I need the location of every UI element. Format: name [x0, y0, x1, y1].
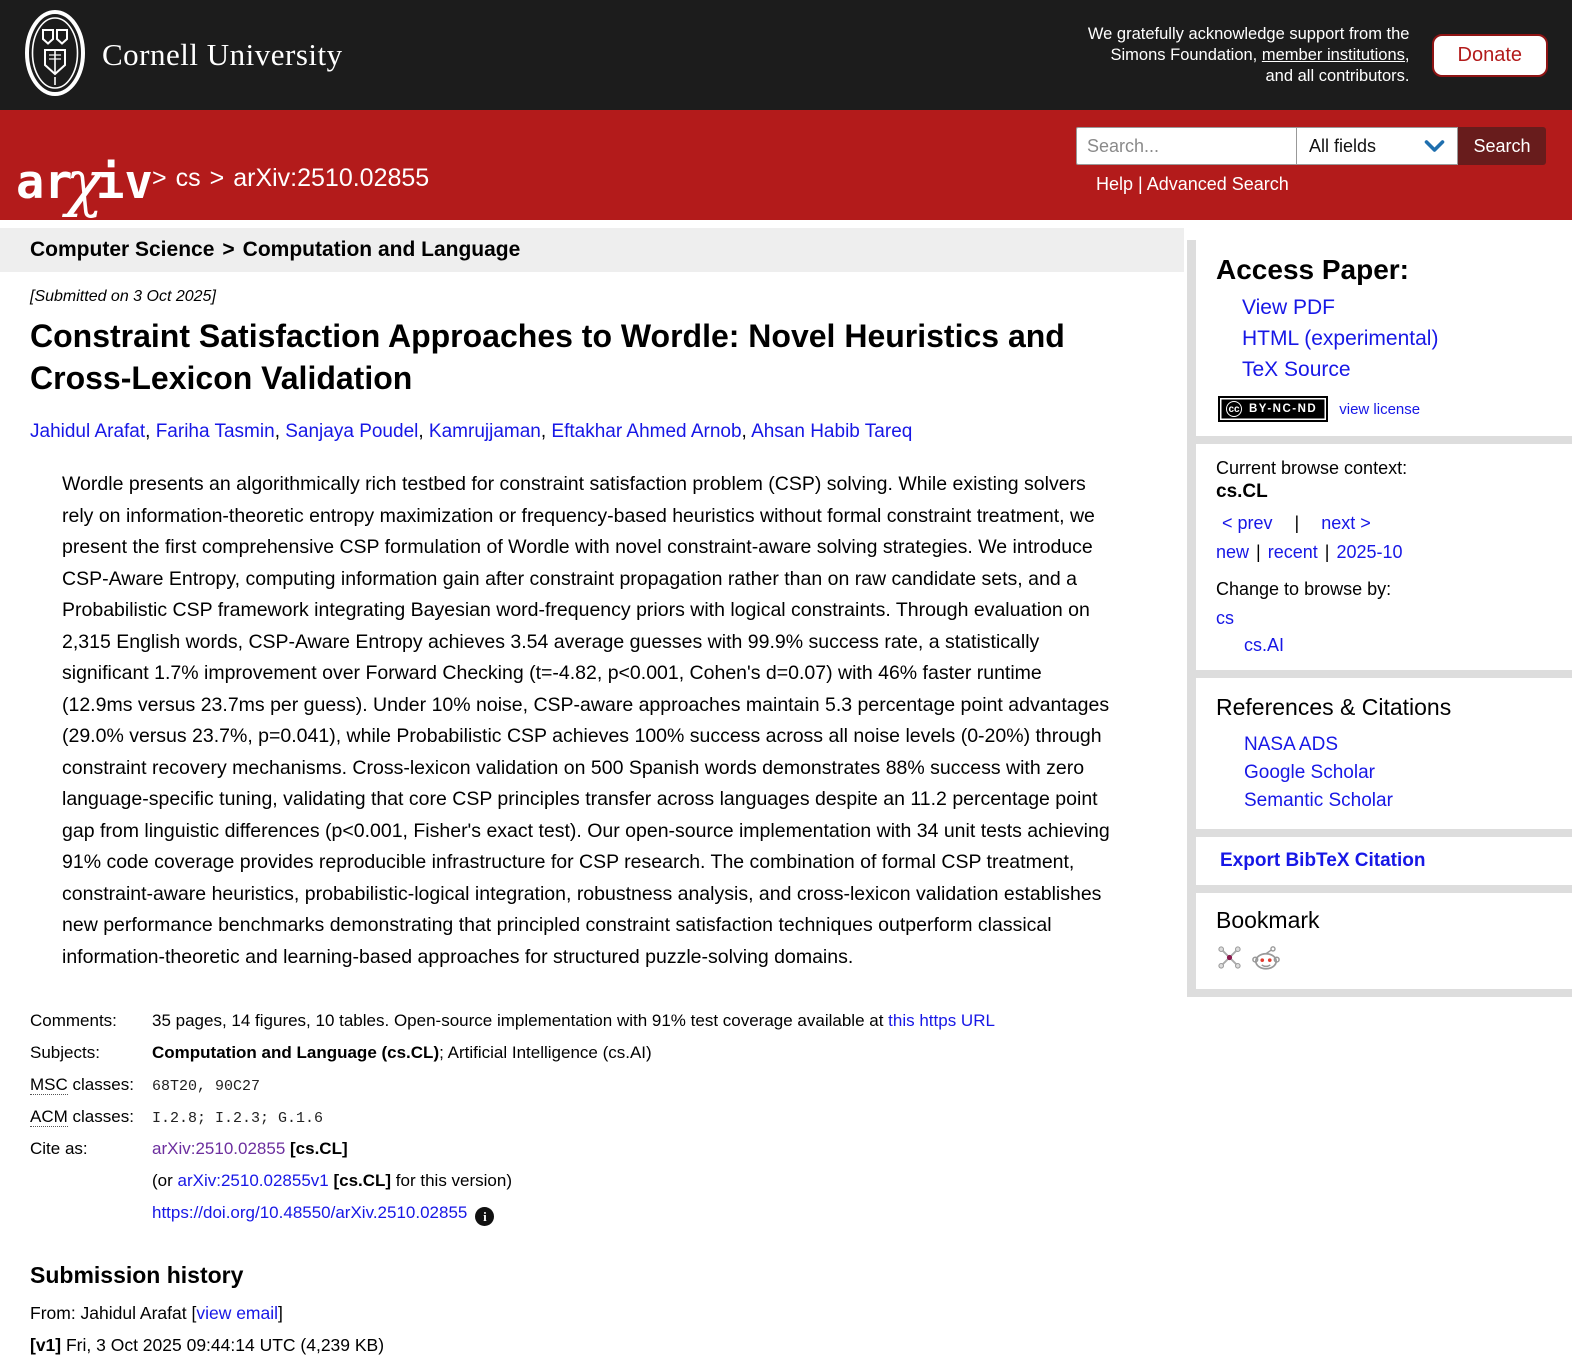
browse-cs-ai-link[interactable]: cs.AI: [1244, 635, 1285, 655]
semantic-scholar-link[interactable]: Semantic Scholar: [1244, 790, 1393, 811]
google-scholar-link[interactable]: Google Scholar: [1244, 762, 1375, 783]
header-breadcrumb: [152, 164, 429, 193]
bookmark-heading: Bookmark: [1216, 907, 1320, 933]
subject-separator: >: [222, 238, 235, 261]
info-icon[interactable]: i: [475, 1207, 494, 1226]
subjects-row: [30, 1043, 1160, 1063]
cite-as-label: Cite as:: [30, 1139, 88, 1158]
acm-value: I.2.8; I.2.3; G.1.6: [152, 1110, 324, 1127]
author-link[interactable]: Fariha Tasmin: [155, 421, 275, 442]
author-link[interactable]: Eftakhar Ahmed Arnob: [551, 421, 742, 442]
version-text: Fri, 3 Oct 2025 09:44:14 UTC (4,239 KB): [61, 1335, 385, 1355]
abstract-text: Wordle presents an algorithmically rich testbed for constraint satisfaction problem (CSP) solving. While existing solvers rely on information-theoretic entropy maximization or frequency-based heuristics without formal constraint treatment, we present the first comprehensive CSP formulation of Wordle with novel constraint-aware solving strategies. We introduce CSP-Aware Entropy, computing information gain after constraint propagation rather than on raw candidate sets, and a Probabilistic CSP framework integrating Bayesian word-frequency priors with logical constraints. Through evaluation on 2,315 English words, CSP-Aware Entropy achieves 3.54 average guesses with 99.9% success rate, a statistically significant 1.7% improvement over Forward Checking (t=-4.82, p<0.001, Cohen's d=0.07) with 46% faster runtime (12.9ms versus 23.7ms per guess). Under 10% noise, CSP-aware approaches maintain 5.3 percentage point advantages (29.0% versus 23.7%, p=0.041), while Probabilistic CSP achieves 100% success across all noise levels (0-20%) through constraint recovery mechanisms. Cross-lexicon validation on 500 Spanish words demonstrates 88% success with zero language-specific tuning, validating that core CSP principles transfer across languages despite an 11.2 percentage point gap from linguistic differences (p<0.001, Fisher's exact test). Our open-source implementation with 34 unit tests achieving 91% code coverage provides reproducible infrastructure for CSP research. The combination of formal CSP treatment, constraint-aware heuristics, probabilistic-logical integration, robustness analysis, and cross-lexicon validation establishes new performance benchmarks demonstrating that principled constraint satisfaction techniques outperform classical information-theoretic and learning-based approaches for structured puzzle-solving domains.: [62, 473, 1110, 968]
msc-abbr: MSC: [30, 1075, 68, 1094]
acm-abbr: ACM: [30, 1107, 68, 1126]
pipe-separator: |: [1133, 174, 1147, 194]
author-link[interactable]: Ahsan Habib Tareq: [751, 421, 913, 442]
version-tag: [v1]: [30, 1335, 62, 1355]
help-links: [1096, 174, 1289, 195]
pipe-separator: |: [1256, 542, 1261, 562]
author-link[interactable]: Sanjaya Poudel: [285, 421, 419, 442]
search-bar: [1076, 127, 1546, 165]
from-text-close: ]: [278, 1303, 283, 1323]
author-separator: ,: [741, 421, 752, 442]
msc-value: 68T20, 90C27: [152, 1078, 261, 1095]
doi-link[interactable]: https://doi.org/10.48550/arXiv.2510.02855: [152, 1203, 468, 1222]
references-heading: References & Citations: [1216, 694, 1452, 720]
license-badge-text: BY-NC-ND: [1249, 403, 1318, 415]
comments-url-link[interactable]: this https URL: [888, 1011, 995, 1030]
change-browse-label: Change to browse by:: [1216, 579, 1392, 599]
month-link[interactable]: 2025-10: [1336, 542, 1403, 562]
cornell-seal-icon[interactable]: [24, 9, 86, 102]
from-text: From: Jahidul Arafat [: [30, 1303, 197, 1323]
msc-row: [30, 1075, 1160, 1095]
field-select-value: All fields: [1309, 135, 1377, 156]
comments-label: Comments:: [30, 1011, 117, 1030]
view-license-link[interactable]: view license: [1339, 400, 1421, 418]
cc-icon: cc: [1226, 401, 1242, 417]
subjects-primary: Computation and Language (cs.CL): [152, 1043, 440, 1062]
access-paper-box: [1187, 240, 1572, 444]
acm-row: [30, 1107, 1160, 1127]
support-text: [1088, 24, 1410, 87]
browse-cs-link[interactable]: cs: [1216, 608, 1234, 628]
nasa-ads-link[interactable]: NASA ADS: [1244, 734, 1338, 755]
from-line: [30, 1303, 1160, 1324]
listing-links-row: [1216, 542, 1558, 563]
subjects-rest: ; Artificial Intelligence (cs.AI): [439, 1043, 652, 1062]
author-separator: ,: [540, 421, 552, 442]
references-citations-box: [1187, 678, 1572, 837]
cite-category-tag: [cs.CL]: [285, 1139, 348, 1158]
cornell-banner: [0, 0, 1572, 110]
subjects-label: Subjects:: [30, 1043, 100, 1062]
chevron-down-icon: [1424, 140, 1445, 153]
cite-version-tag: [cs.CL]: [328, 1171, 392, 1190]
bookmark-box: [1187, 893, 1572, 997]
new-link[interactable]: new: [1216, 542, 1250, 562]
subject-breadcrumb: [0, 228, 1184, 272]
abstract-page: [0, 288, 1160, 1356]
author-separator: ,: [274, 421, 286, 442]
access-paper-heading: Access Paper:: [1216, 254, 1410, 285]
cite-as-value: [152, 1139, 348, 1159]
logo-chi: χ: [65, 146, 104, 219]
subject-primary-link[interactable]: Computer Science: [30, 238, 215, 261]
logo-ar: ar: [16, 155, 73, 210]
submission-history: [30, 1262, 1160, 1356]
breadcrumb-arxiv-id-link[interactable]: arXiv:2510.02855: [233, 164, 430, 192]
page-title: Constraint Satisfaction Approaches to Wordle: Novel Heuristics and Cross-Lexicon Validation: [30, 318, 1065, 396]
browse-context-value: cs.CL: [1216, 481, 1268, 502]
msc-label-rest: classes:: [67, 1075, 134, 1094]
acm-label: [30, 1107, 152, 1127]
extra-services-sidebar: [1187, 240, 1572, 997]
browse-context-label: Current browse context:: [1216, 458, 1408, 478]
author-list: [30, 421, 1160, 443]
submission-history-heading: Submission history: [30, 1262, 244, 1288]
help-link[interactable]: Help: [1096, 174, 1134, 194]
next-link[interactable]: next >: [1321, 513, 1371, 533]
cite-version-post: for this version): [391, 1171, 513, 1190]
cite-arxiv-link[interactable]: arXiv:2510.02855: [152, 1139, 286, 1158]
submitted-note: [Submitted on 3 Oct 2025]: [30, 288, 216, 305]
prev-link[interactable]: < prev: [1222, 513, 1273, 533]
cite-as-row: [30, 1139, 1160, 1159]
author-link[interactable]: Jahidul Arafat: [30, 421, 146, 442]
bookmark-icons-row: [1216, 944, 1558, 975]
search-field-select[interactable]: [1296, 127, 1458, 165]
export-bibtex-link[interactable]: Export BibTeX Citation: [1220, 850, 1426, 871]
view-email-link[interactable]: view email: [196, 1303, 279, 1323]
author-separator: ,: [145, 421, 156, 442]
cc-license-badge[interactable]: [1218, 396, 1328, 422]
doi-row: [152, 1203, 1160, 1226]
export-bibtex-box: [1187, 837, 1572, 893]
bibsonomy-icon[interactable]: [1216, 944, 1243, 971]
author-link[interactable]: Kamrujjaman: [428, 421, 541, 442]
cite-version-link[interactable]: arXiv:2510.02855v1: [177, 1171, 329, 1190]
support-line-2: Simons Foundation,: [1110, 45, 1262, 64]
member-institutions-link[interactable]: member institutions,: [1261, 45, 1410, 64]
tex-source-link[interactable]: TeX Source: [1242, 358, 1351, 381]
subject-secondary: Computation and Language: [242, 238, 521, 261]
version-line: [30, 1335, 1160, 1356]
view-pdf-link[interactable]: View PDF: [1242, 296, 1335, 319]
author-separator: ,: [418, 421, 429, 442]
pipe-separator: |: [1294, 513, 1300, 533]
breadcrumb-separator: >: [209, 164, 225, 192]
comments-value: [152, 1011, 995, 1031]
recent-link[interactable]: recent: [1267, 542, 1318, 562]
html-experimental-link[interactable]: HTML (experimental): [1242, 327, 1439, 350]
support-line-1: We gratefully acknowledge support from the: [1087, 24, 1410, 43]
logo-iv: iv: [96, 155, 153, 210]
reddit-icon[interactable]: [1251, 945, 1281, 971]
acm-label-rest: classes:: [67, 1107, 134, 1126]
advanced-search-link[interactable]: Advanced Search: [1146, 174, 1289, 194]
arxiv-header: [0, 110, 1572, 220]
search-button[interactable]: Search: [1458, 127, 1546, 165]
subjects-value: [152, 1043, 652, 1063]
search-input[interactable]: [1076, 127, 1296, 165]
pipe-separator: |: [1324, 542, 1330, 562]
comments-text: 35 pages, 14 figures, 10 tables. Open-source implementation with 91% test coverage available at: [152, 1011, 889, 1030]
support-line-3: and all contributors.: [1265, 66, 1410, 85]
metadata-table: [30, 1011, 1160, 1226]
donate-button[interactable]: Donate: [1432, 34, 1549, 77]
arxiv-logo[interactable]: [16, 140, 153, 219]
license-row: [1218, 396, 1558, 422]
browse-context-box: [1187, 444, 1572, 678]
breadcrumb-cs-link[interactable]: cs: [175, 164, 201, 192]
cornell-wordmark[interactable]: Cornell University: [102, 37, 343, 72]
prev-next-row: [1222, 513, 1558, 534]
cite-version-row: [152, 1171, 1160, 1191]
breadcrumb-separator: >: [152, 164, 167, 192]
msc-label: [30, 1075, 152, 1095]
comments-row: [30, 1011, 1160, 1031]
cite-version-pre: (or: [152, 1171, 178, 1190]
